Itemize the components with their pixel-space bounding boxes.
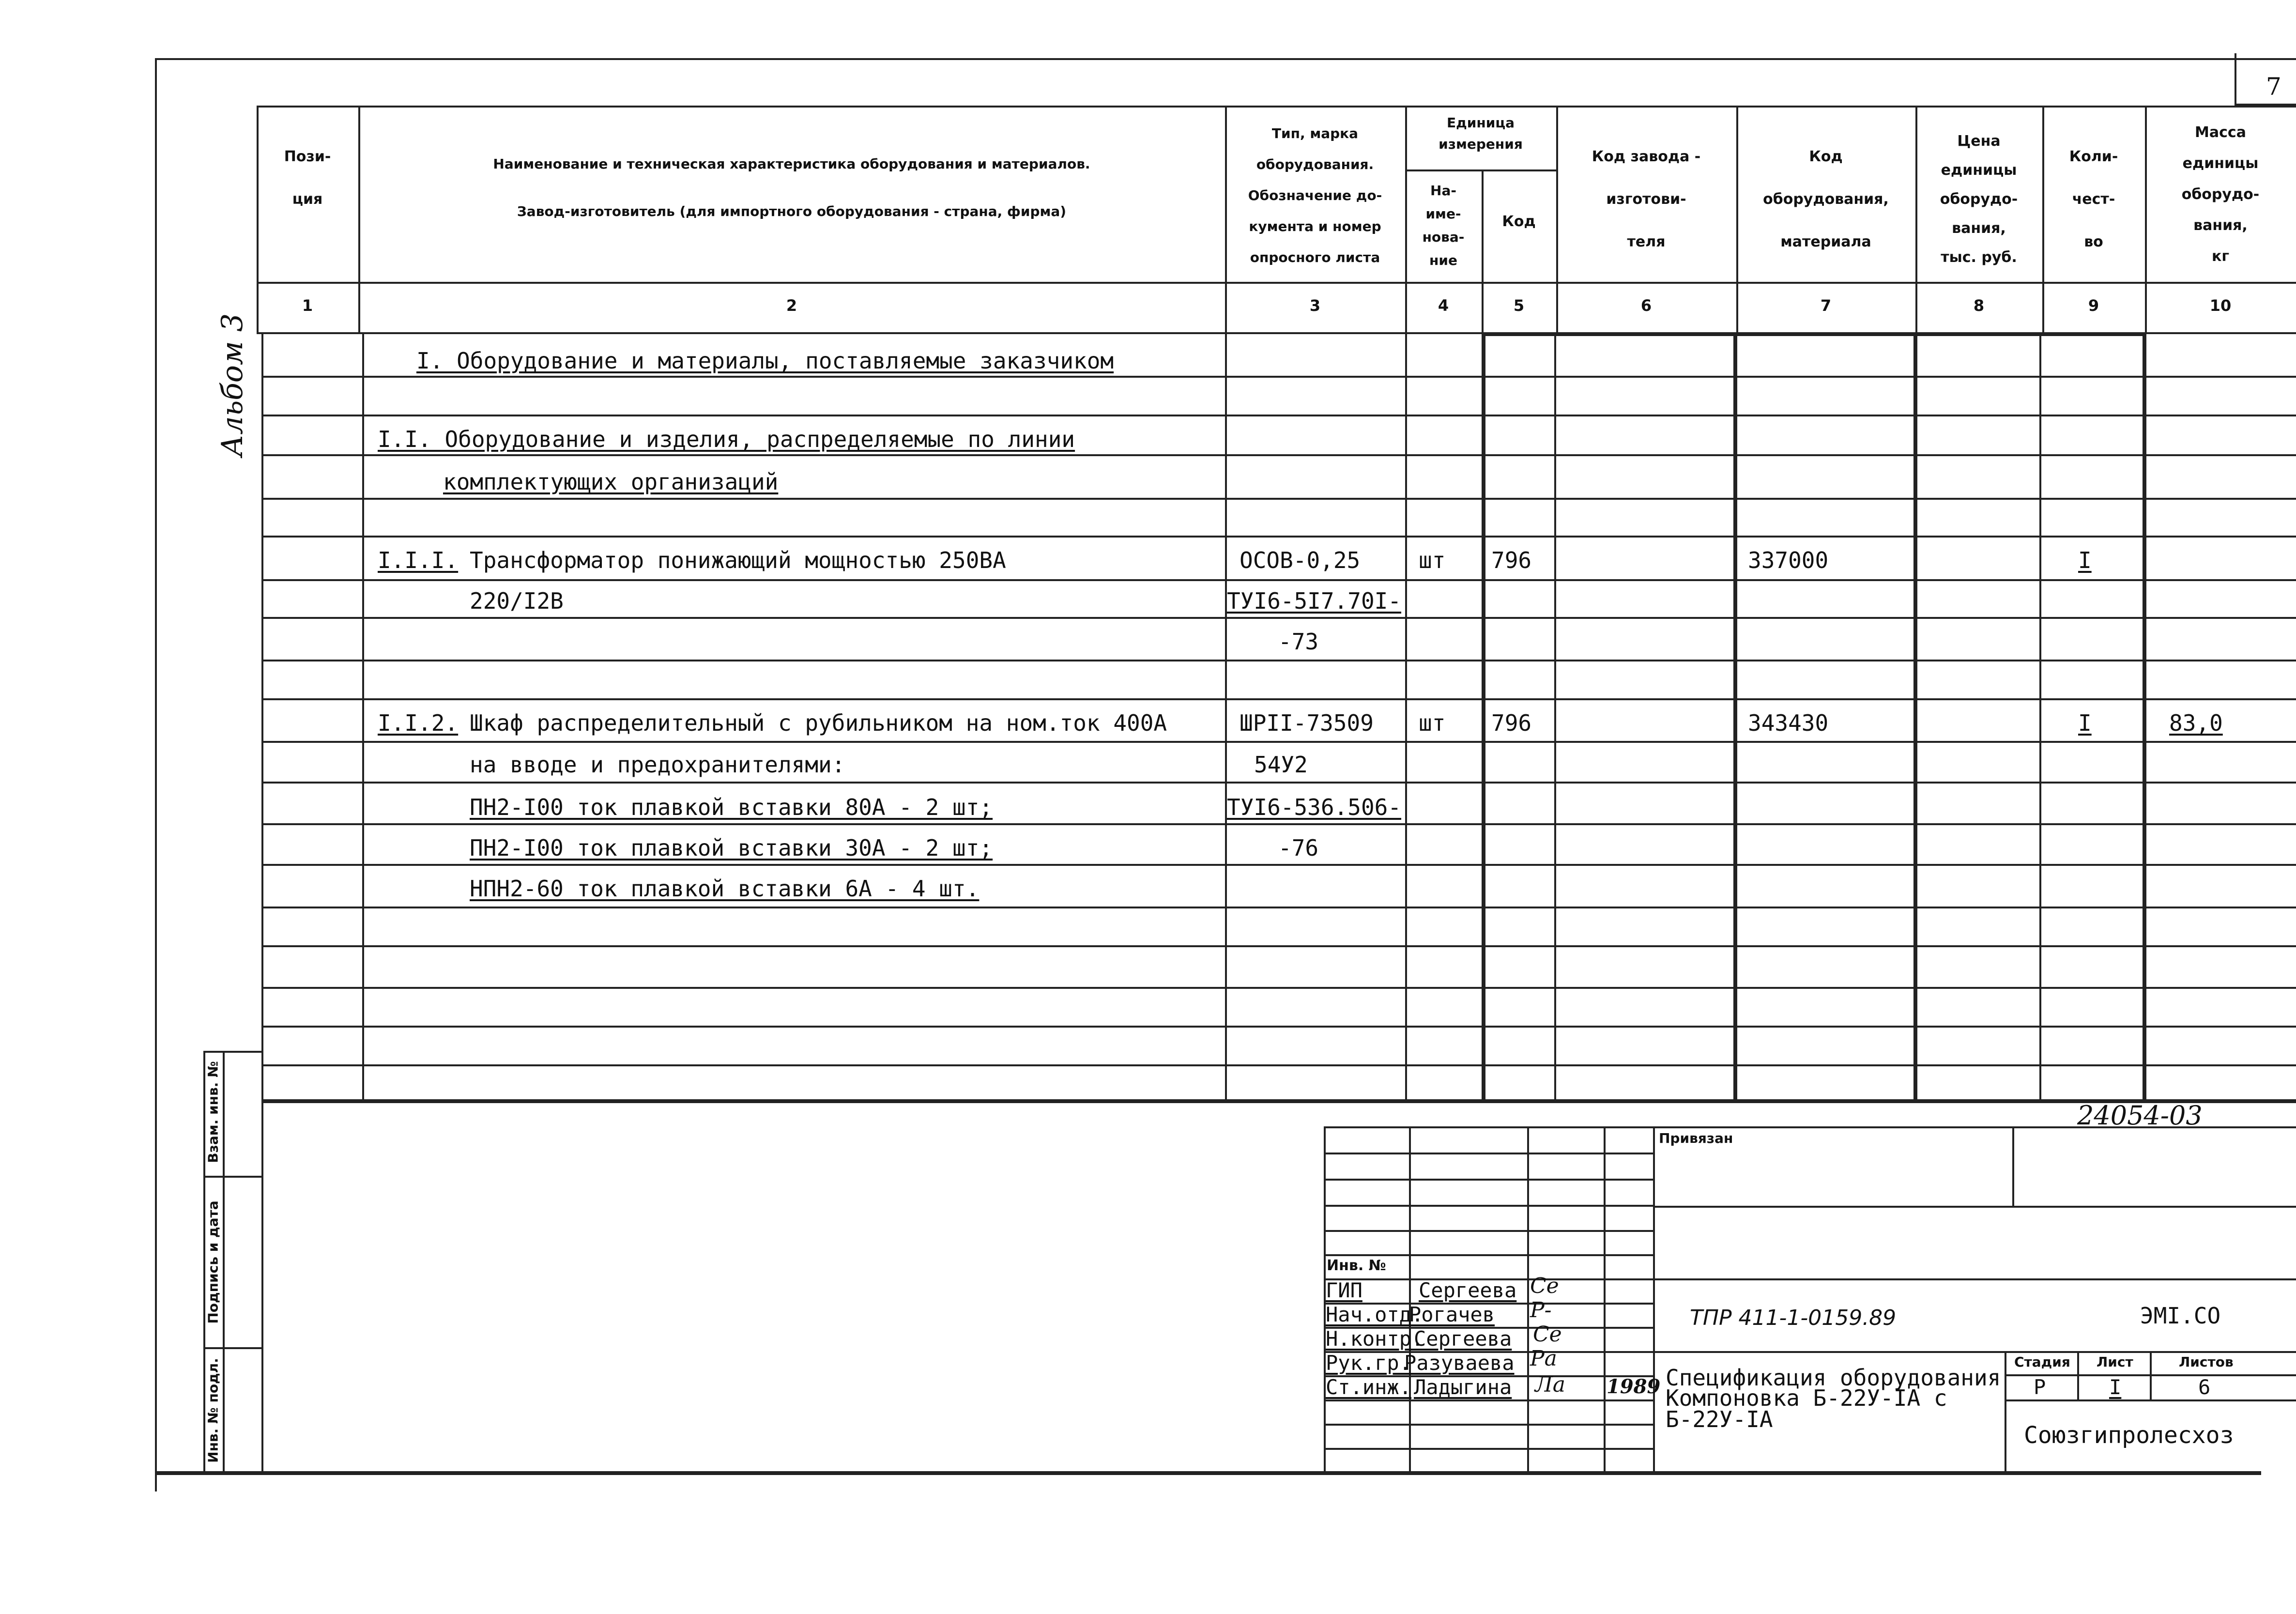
tb-h4 (1324, 1230, 1653, 1232)
header-top-line (257, 106, 2296, 108)
inv-label: Инв. № (1327, 1257, 1386, 1274)
row-line-06 (261, 579, 2296, 581)
item2-type-c: ТУI6-536.506- (1227, 794, 1402, 820)
tb-h1 (1324, 1153, 1653, 1154)
signature-5: Ла (1535, 1372, 1565, 1397)
colnum-7: 7 (1820, 296, 1832, 315)
privyazan-label: Привязан (1659, 1130, 1733, 1146)
side-inv-no: Взам. инв. № (205, 1061, 221, 1163)
section-1-title: I. Оборудование и материалы, поставляемые заказчиком (416, 348, 1114, 374)
tb-r-h1 (1653, 1206, 2296, 1208)
item2-unit: шт (1419, 710, 1446, 736)
item2-name-c: ПН2-I00 ток плавкой вставки 80А - 2 шт; (470, 794, 993, 820)
item2-type-d: -76 (1278, 835, 1319, 861)
row-line-19 (261, 1099, 2296, 1103)
hdr-mass: Масса единицы оборудо- вания, кг (2181, 124, 2260, 265)
row-line-11 (261, 782, 2296, 784)
item1-position: I.I.I. (378, 547, 459, 573)
side-stamp-mid (223, 1051, 225, 1471)
tb-r-v-privyazan (2012, 1126, 2014, 1206)
hdr-type: Тип, марка оборудования. Обозначение до- кумента и номер опросного листа (1248, 125, 1382, 265)
album-note: Альбом 3 (215, 313, 249, 457)
tb-r-v-stage (2005, 1351, 2006, 1472)
tb-r-h3 (1653, 1351, 2296, 1353)
item2-type-a: ШРII-73509 (1240, 710, 1374, 736)
signature-4: Ра (1530, 1346, 1557, 1371)
colnum-5: 5 (1513, 296, 1525, 315)
section-1-1-title-b: комплектующих организаций (443, 469, 779, 495)
item2-name-b: на вводе и предохранителями: (470, 752, 845, 778)
side-sign-date: Подпись и дата (205, 1200, 221, 1324)
sheets-label: Листов (2179, 1354, 2234, 1370)
item1-unit-code: 796 (1491, 547, 1532, 573)
item1-type-c: -73 (1278, 629, 1319, 655)
row-line-05 (261, 536, 2296, 538)
row-line-17 (261, 1026, 2296, 1028)
hdr-name: Наименование и техническая характеристика оборудования и материалов. Завод-изготовитель (для импортного оборудования - страна, фирма) (493, 156, 1090, 219)
frame-top (155, 58, 2296, 60)
colnum-2: 2 (786, 296, 797, 315)
section-1-1-title-a: I.I. Оборудование и изделия, распределяемые по линии (378, 426, 1075, 452)
colnum-6: 6 (1640, 296, 1652, 315)
role-4: Рук.гр. (1326, 1351, 1412, 1375)
role-5: Ст.инж. (1326, 1375, 1412, 1399)
role-2: Нач.отд. (1326, 1303, 1424, 1326)
row-line-04 (261, 498, 2296, 500)
side-inv-orig: Инв. № подл. (205, 1358, 221, 1463)
tb-h5 (1324, 1254, 1653, 1256)
stage-value: Р (2034, 1375, 2046, 1399)
tb-v-date (1653, 1126, 1655, 1473)
sheets-value: 6 (2198, 1375, 2211, 1399)
row-line-01 (261, 376, 2296, 378)
row-line-18 (261, 1064, 2296, 1066)
colnum-4: 4 (1438, 296, 1449, 315)
item2-name-d: ПН2-I00 ток плавкой вставки 30А - 2 шт; (470, 835, 993, 861)
organization: Союзгипролесхоз (2024, 1422, 2234, 1449)
row-line-15 (261, 945, 2296, 947)
tb-h13 (1324, 1448, 1653, 1450)
item2-name-a: Шкаф распределительный с рубильником на ном.ток 400А (470, 710, 1167, 736)
item1-type-a: ОСОВ-0,25 (1240, 547, 1361, 573)
side-stamp-right (261, 1051, 263, 1471)
item1-name-a: Трансформатор понижающий мощностью 250ВА (470, 547, 1006, 573)
item1-quantity: I (2078, 547, 2092, 573)
row-line-02 (261, 415, 2296, 416)
signature-1: Сe (1530, 1274, 1559, 1298)
item2-position: I.I.2. (378, 710, 459, 736)
colnum-10: 10 (2209, 296, 2232, 315)
frame-left (155, 58, 157, 1491)
tb-h12 (1324, 1424, 1653, 1426)
item2-equipment-code: 343430 (1748, 710, 1829, 736)
header-bottom-line (257, 282, 2296, 284)
tb-r-h5 (2005, 1399, 2296, 1401)
row-line-09 (261, 698, 2296, 700)
item2-quantity: I (2078, 710, 2092, 736)
name-3: Сергеева (1414, 1327, 1512, 1351)
tb-h2 (1324, 1179, 1653, 1181)
colnum-8: 8 (1973, 296, 1985, 315)
row-line-10 (261, 741, 2296, 743)
title-line-3: Б-22У-IА (1666, 1406, 1773, 1432)
colnum-1: 1 (302, 296, 313, 315)
sheet-label: Лист (2097, 1354, 2133, 1370)
name-1: Сергеева (1419, 1278, 1517, 1302)
name-2: Рогачев (1409, 1303, 1495, 1326)
sign-year: 1989 (1607, 1375, 1661, 1398)
signature-2: Р- (1530, 1298, 1552, 1322)
hdr-price: Цена единицы оборудо- вания, тыс. руб. (1940, 133, 2018, 266)
role-3: Н.контр. (1326, 1327, 1424, 1351)
item2-mass: 83,0 (2169, 710, 2223, 736)
item1-equipment-code: 337000 (1748, 547, 1829, 573)
row-line-08 (261, 660, 2296, 661)
hdr-position: Пози- ция (284, 148, 331, 208)
tb-h3 (1324, 1205, 1653, 1207)
row-line-13 (261, 864, 2296, 866)
colnum-3: 3 (1309, 296, 1321, 315)
sheet-code: ЭМI.СО (2140, 1303, 2221, 1329)
row-line-07 (261, 617, 2296, 619)
item2-name-e: НПН2-60 ток плавкой вставки 6А - 4 шт. (470, 876, 980, 902)
name-4: Разуваева (1404, 1351, 1515, 1375)
code-box-top (1482, 332, 2146, 336)
signature-3: Се (1533, 1322, 1562, 1347)
hdr-factory-code: Код завода - изготови- теля (1592, 148, 1701, 250)
row-line-12 (261, 823, 2296, 825)
doc-code: ТПР 411-1-0159.89 (1690, 1306, 1897, 1330)
colnum-9: 9 (2088, 296, 2099, 315)
sheet-value: I (2109, 1375, 2122, 1399)
tb-r-h4 (2005, 1374, 2296, 1376)
hdr-quantity: Коли- чест- во (2069, 148, 2118, 250)
unit-header-divider (1405, 169, 1556, 171)
tb-h11 (1324, 1399, 1653, 1401)
item2-type-b: 54У2 (1254, 752, 1308, 778)
hdr-equipment-code: Код оборудования, материала (1763, 148, 1889, 250)
doc-number-handwritten: 24054-03 (2077, 1100, 2203, 1131)
name-5: Ладыгина (1414, 1375, 1512, 1399)
item1-type-b: ТУI6-5I7.70I- (1227, 588, 1402, 614)
page-number: 7 (2266, 73, 2281, 101)
tb-r-h2 (1653, 1278, 2296, 1280)
stage-label: Стадия (2014, 1354, 2070, 1370)
tb-top (1324, 1126, 2296, 1128)
role-1: ГИП (1326, 1278, 1362, 1302)
item2-unit-code: 796 (1491, 710, 1532, 736)
row-line-03 (261, 454, 2296, 456)
hdr-unit: Единица измерения (1439, 115, 1523, 152)
frame-bottom (155, 1471, 2261, 1475)
hdr-unit-name: На- име- нова- ние (1422, 183, 1465, 268)
item1-name-b: 220/I2В (470, 588, 564, 614)
page-number-box-left (2235, 53, 2236, 105)
title-line-1: Спецификация оборудования (1666, 1365, 2001, 1391)
row-line-14 (261, 907, 2296, 908)
row-line-16 (261, 987, 2296, 989)
title-line-2: Компоновка Б-22У-IА с (1666, 1385, 1947, 1411)
hdr-unit-code: Код (1502, 213, 1536, 230)
item1-unit: шт (1419, 547, 1446, 573)
